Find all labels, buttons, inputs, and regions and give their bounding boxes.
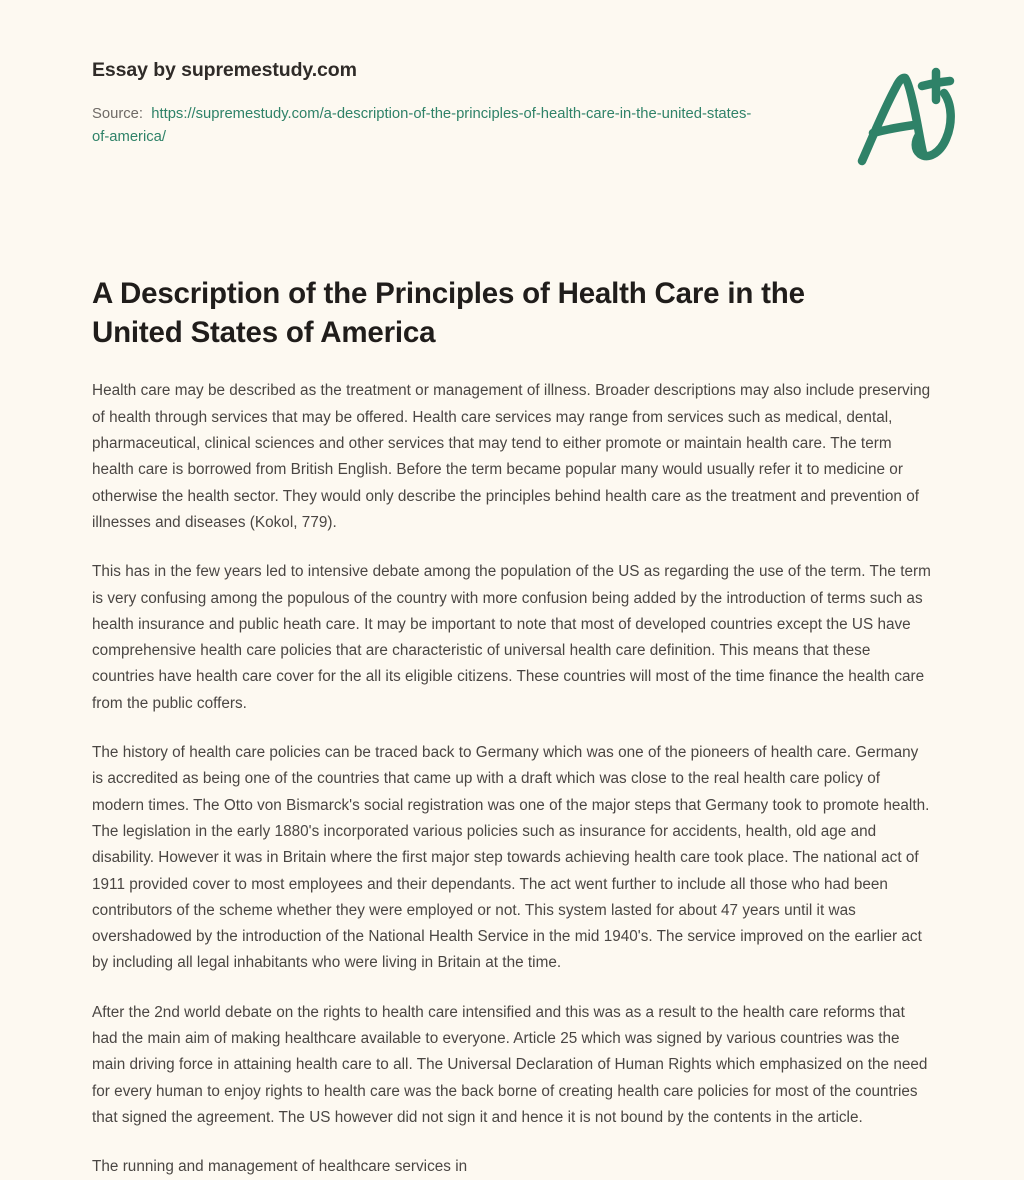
article-body [92,352,932,1180]
paragraph: The history of health care policies can be traced back to Germany which was one of the pioneers of health care. Germany is accredited as being one of the countries that came up with a draft which was close to the real health care policy of modern times. The Otto von Bismarck's social registration was one of the major steps that Germany took to promote health. The legislation in the early 1880's incorporated various policies such as insurance for accidents, health, old age and disability. However it was in Britain where the first major step towards achieving health care took place. The national act of 1911 provided cover to most employees and their dependants. The act went further to include all those who had been contributors of the scheme whether they were employed or not. This system lasted for about 47 years until it was overshadowed by the introduction of the National Health Service in the mid 1940's. The service improved on the earlier act by including all legal inhabitants who were living in Britain at the time. [92,744,930,972]
paragraph: The running and management of healthcare services in [92,1158,468,1176]
paragraph: Health care may be described as the treatment or management of illness. Broader descriptions may also include preserving of health through services that may be offered. Health care services may range from services such as medical, dental, pharmaceutical, clinical sciences and other services that may tend to either promote or maintain health care. The term health care is borrowed from British English. Before the term became popular many would usually refer it to medicine or otherwise the health sector. They would only describe the principles behind health care as the treatment and prevention of illnesses and diseases (Kokol, 779). [92,382,931,531]
page-header [92,0,932,188]
source-url-link[interactable]: https://supremestudy.com/a-description-of-the-principles-of-health-care-in-the-united-states-of-america/ [92,106,752,146]
page-title: A Description of the Principles of Health Care in the United States of America [92,277,805,350]
logo-a-left-stroke [862,78,905,161]
source-line [92,103,757,149]
logo-a-crossbar [873,125,914,133]
byline: Essay by supremestudy.com [92,59,357,81]
paragraph: This has in the few years led to intensive debate among the population of the US as regarding the use of the term. The term is very confusing among the populous of the country with more confusion being added by the introduction of terms such as health insurance and public heath care. It may be important to note that most of developed countries except the US have comprehensive health care policies that are characteristic of universal health care definition. This means that these countries have health care cover for the all its eligible citizens. These countries will most of the time finance the health care from the public coffers. [92,563,931,712]
logo-a-right-stroke [905,78,923,153]
paragraph: After the 2nd world debate on the rights to health care intensified and this was as a result to the health care reforms that had the main aim of making healthcare available to everyone. Article 25 which was signed by various countries was the main driving force in attaining health care to all. The Universal Declaration of Human Rights which emphasized on the need for every human to enjoy rights to health care was the back borne of creating health care policies for most of the countries that signed the agreement. The US however did not sign it and hence it is not bound by the contents in the article. [92,1003,928,1126]
source-label: Source: [92,106,143,123]
logo-swash-curve [916,93,951,156]
